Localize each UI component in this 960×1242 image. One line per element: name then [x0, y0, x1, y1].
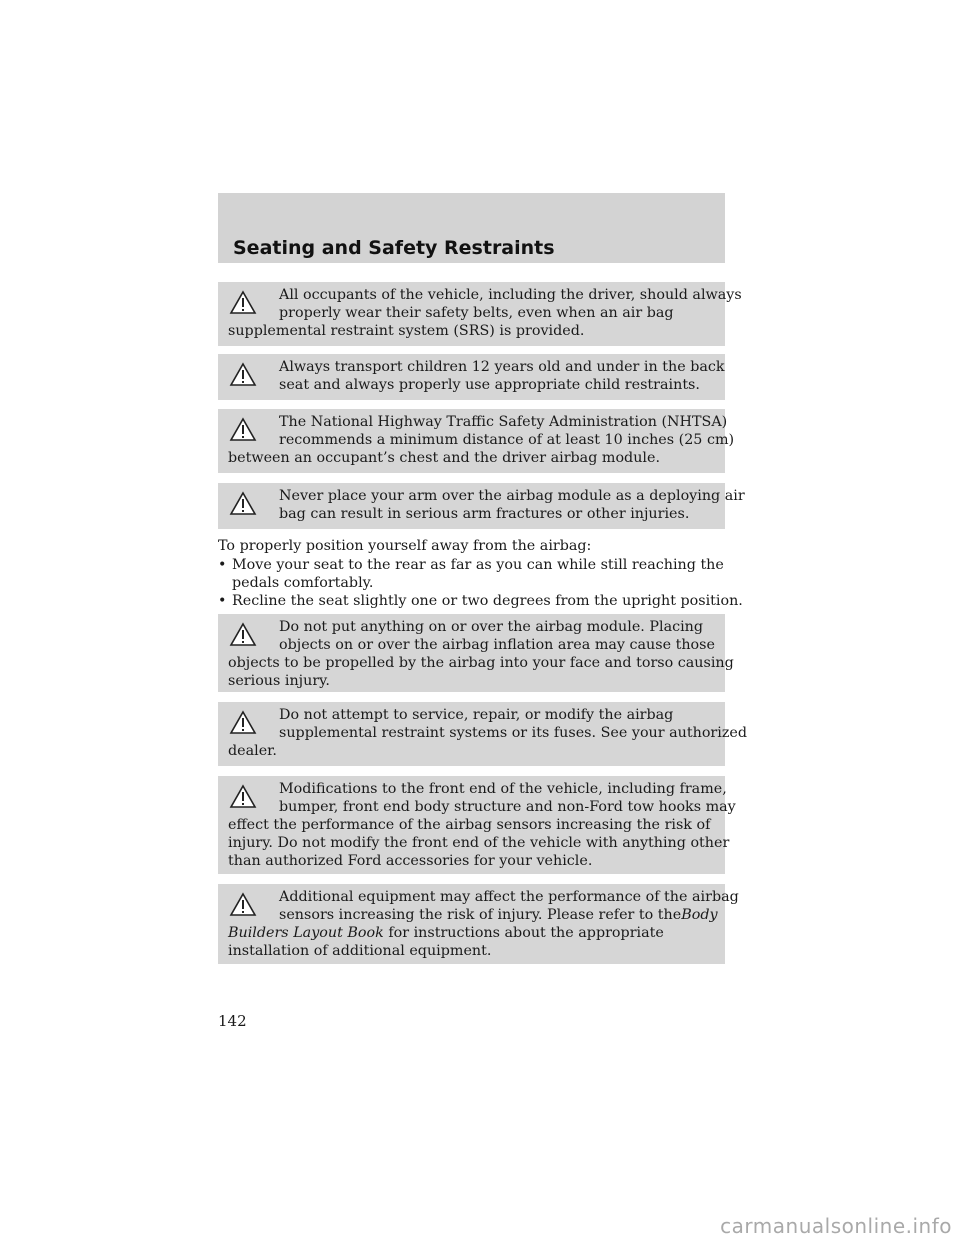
warning-text-line: Do not put anything on or over the airbag module. Placing	[279, 619, 704, 635]
warning-triangle-icon	[229, 362, 257, 387]
warning-text-line: Always transport children 12 years old and under in the back	[279, 359, 725, 375]
warning-text-line: seat and always properly use appropriate child restraints.	[279, 377, 700, 393]
book-title-italic: Builders Layout Book	[228, 925, 384, 941]
warning-text-line: objects to be propelled by the airbag into your face and torso causing	[228, 655, 734, 671]
bullet-text-line: Recline the seat slightly one or two degrees from the upright position.	[232, 593, 743, 609]
warning-triangle-icon	[229, 710, 257, 735]
warning-box	[218, 483, 745, 529]
warning-text-line: objects on or over the airbag inflation area may cause those	[279, 637, 715, 653]
warning-triangle-icon	[229, 622, 257, 647]
bullet-dot: •	[218, 593, 227, 609]
warning-text-line: Never place your arm over the airbag module as a deploying air	[279, 488, 745, 504]
section-title: Seating and Safety Restraints	[233, 237, 555, 259]
warning-text-segment: for instructions about the appropriate	[388, 925, 664, 941]
bullet-item	[218, 556, 724, 592]
warning-box	[218, 282, 742, 346]
warning-text-line: recommends a minimum distance of at least 10 inches (25 cm)	[279, 432, 735, 448]
warning-box	[218, 614, 734, 692]
warning-box	[218, 776, 736, 874]
warning-text-line	[228, 924, 717, 942]
warning-text-line: bumper, front end body structure and non-Ford tow hooks may	[279, 799, 736, 815]
warning-text-line: dealer.	[228, 743, 277, 759]
bullet-text-line: pedals comfortably.	[232, 575, 374, 591]
warning-triangle-icon	[229, 290, 257, 315]
warning-text-line: Do not attempt to service, repair, or modify the airbag	[279, 707, 674, 723]
warning-triangle-icon	[229, 784, 257, 809]
warning-triangle-icon	[229, 417, 257, 442]
warning-text-line: The National Highway Traffic Safety Administration (NHTSA)	[279, 414, 728, 430]
warning-text-line: Additional equipment may affect the performance of the airbag	[279, 889, 739, 905]
warning-text-line: installation of additional equipment.	[228, 943, 492, 959]
warning-text-line: Modifications to the front end of the vehicle, including frame,	[279, 781, 727, 797]
warning-text-line: between an occupant’s chest and the driver airbag module.	[228, 450, 660, 466]
warning-box	[218, 409, 735, 473]
bullet-dot: •	[218, 557, 227, 573]
warning-triangle-icon	[229, 491, 257, 516]
watermark: carmanualsonline.info	[720, 1214, 952, 1238]
warning-triangle-icon	[229, 892, 257, 917]
warning-box	[218, 702, 747, 766]
warning-text-line: than authorized Ford accessories for your vehicle.	[228, 853, 593, 869]
section-header	[218, 193, 725, 263]
warning-text-line: All occupants of the vehicle, including the driver, should always	[279, 287, 742, 303]
warning-box	[218, 884, 739, 964]
book-title-italic: Body	[681, 907, 718, 923]
warning-text-line: effect the performance of the airbag sensors increasing the risk of	[228, 817, 711, 833]
warning-text-line: injury. Do not modify the front end of the vehicle with anything other	[228, 835, 730, 851]
warning-text-line: bag can result in serious arm fractures or other injuries.	[279, 506, 690, 522]
page-number: 142	[218, 1012, 247, 1030]
bullet-text-line: Move your seat to the rear as far as you can while still reaching the	[232, 557, 724, 573]
intro-paragraph: To properly position yourself away from the airbag:	[218, 538, 592, 554]
bullet-item	[218, 592, 743, 610]
warning-text-line: supplemental restraint systems or its fuses. See your authorized	[279, 725, 747, 741]
warning-box	[218, 354, 725, 400]
warning-text-line: supplemental restraint system (SRS) is provided.	[228, 323, 585, 339]
warning-text-line: properly wear their safety belts, even when an air bag	[279, 305, 674, 321]
warning-text-line	[228, 906, 717, 924]
warning-text-line: serious injury.	[228, 673, 330, 689]
warning-text-segment: sensors increasing the risk of injury. Please refer to the	[279, 907, 682, 923]
